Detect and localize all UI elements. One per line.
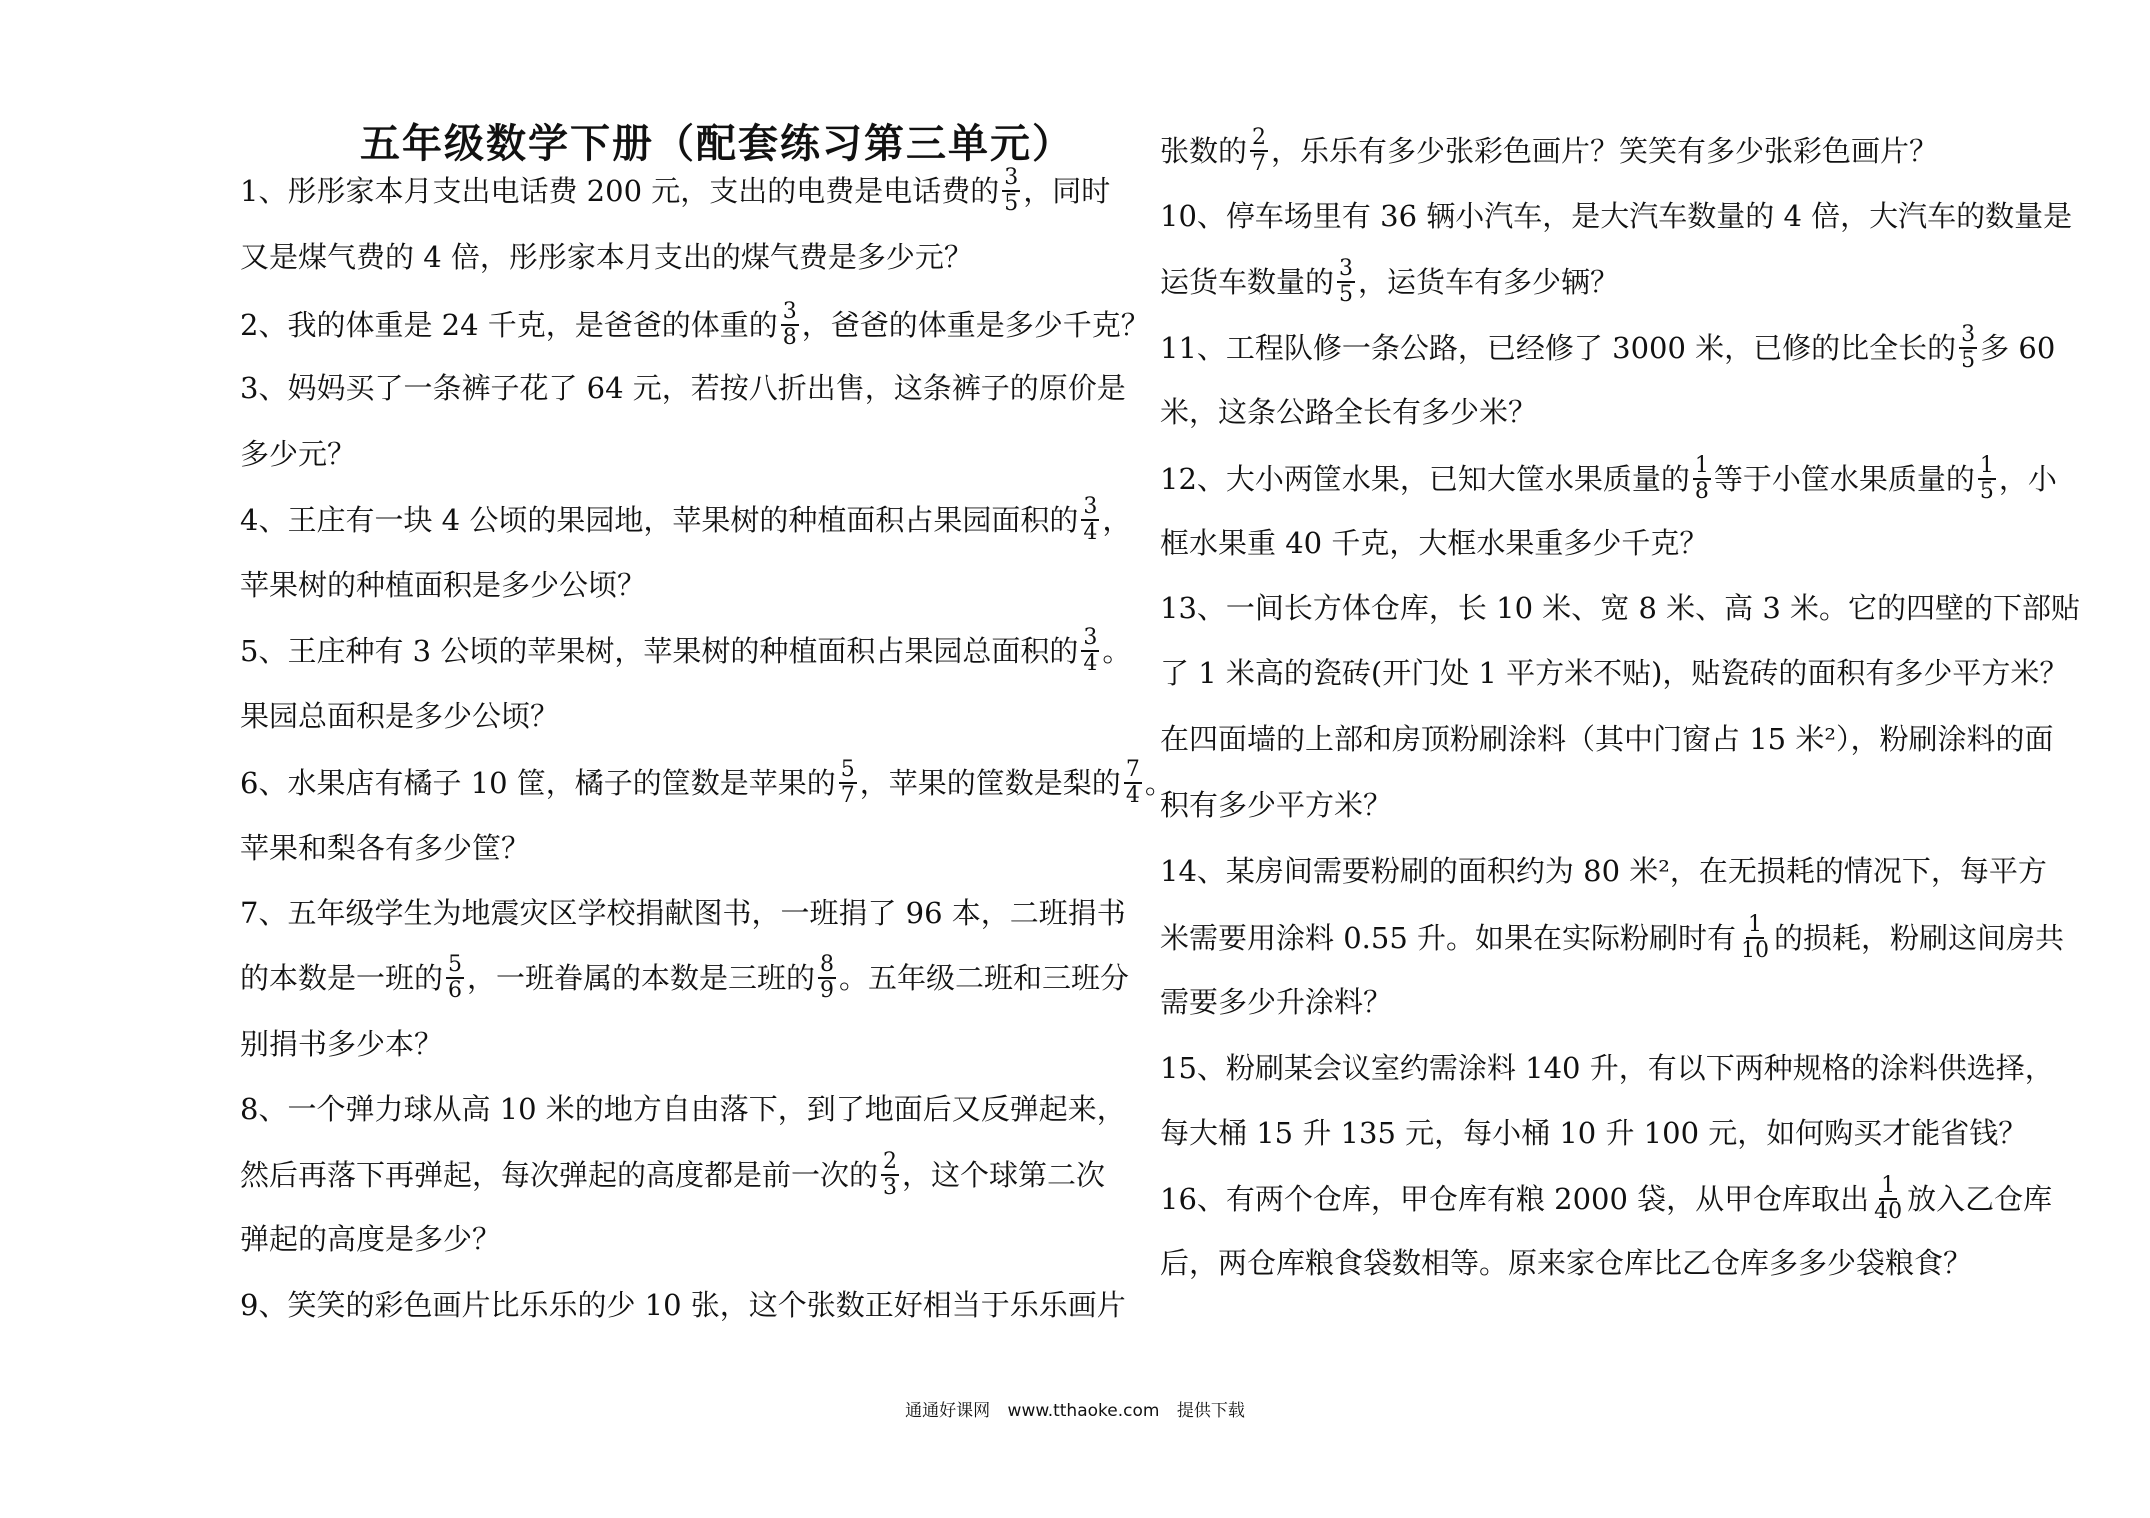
question-13-line-4: 积有多少平方米？ (1160, 788, 1393, 822)
question-1-line-1: 1、彤彤家本月支出电话费 200 元，支出的电费是电话费的 $\frac{3}{5}$ ，同时 (240, 165, 1111, 216)
question-16-line-1: 16、有两个仓库，甲仓库有粮 2000 袋，从甲仓库取出 $\frac{1}{40}$ 放入乙仓库 (1160, 1173, 2053, 1224)
fraction: $\frac{1}{10}$ (1741, 912, 1770, 963)
question-6-line-1: 6、水果店有橘子 10 筐，橘子的筐数是苹果的 $\frac{5}{7}$ ，苹果的筐数是梨的 $\frac{7}{4}$ 。 (240, 757, 1174, 808)
fraction: $\frac{1}{40}$ (1874, 1173, 1903, 1224)
fraction: $\frac{3}{5}$ (1339, 256, 1354, 307)
question-2-line-1: 2、我的体重是 24 千克，是爸爸的体重的 $\frac{3}{8}$ ，爸爸的体重是多少千克？ (240, 299, 1150, 350)
page-title: 五年级数学下册（配套练习第三单元） (360, 121, 1074, 167)
question-7-line-2: 的本数是一班的 $\frac{5}{6}$ ，一班眷属的本数是三班的 $\frac{8}{9}$ 。五年级二班和三班分 (240, 952, 1130, 1003)
fraction: $\frac{3}{4}$ (1083, 494, 1098, 545)
question-5-line-1: 5、王庄种有 3 公顷的苹果树，苹果树的种植面积占果园总面积的 $\frac{3}{4}$ 。 (240, 625, 1132, 676)
question-10-line-1: 10、停车场里有 36 辆小汽车，是大汽车数量的 4 倍，大汽车的数量是 (1160, 199, 2073, 233)
question-7-line-1: 7、五年级学生为地震灾区学校捐献图书，一班捐了 96 本，二班捐书 (240, 896, 1126, 930)
fraction: $\frac{7}{4}$ (1125, 757, 1140, 808)
footer-note: 提供下载 (1176, 1401, 1245, 1421)
question-3-line-2: 多少元？ (240, 437, 357, 471)
fraction: $\frac{8}{9}$ (820, 952, 835, 1003)
question-5-line-2: 果园总面积是多少公顷？ (240, 699, 560, 733)
fraction: $\frac{2}{3}$ (883, 1149, 898, 1200)
fraction: $\frac{5}{7}$ (840, 757, 855, 808)
footer-site-name: 通通好课网 (905, 1401, 991, 1421)
fraction: $\frac{3}{8}$ (782, 299, 797, 350)
question-13-line-1: 13、一间长方体仓库，长 10 米、宽 8 米、高 3 米。它的四壁的下部贴 (1160, 591, 2081, 625)
question-9-line-2: 张数的 $\frac{2}{7}$ ，乐乐有多少张彩色画片？笑笑有多少张彩色画片？ (1160, 125, 1939, 176)
fraction: $\frac{3}{4}$ (1083, 625, 1098, 676)
question-12-line-2: 框水果重 40 千克，大框水果重多少千克？ (1160, 526, 1709, 560)
question-8-line-2: 然后再落下再弹起，每次弹起的高度都是前一次的 $\frac{2}{3}$ ，这个球第二次 (240, 1149, 1106, 1200)
question-1-line-2: 又是煤气费的 4 倍，彤彤家本月支出的煤气费是多少元？ (240, 240, 973, 274)
question-6-line-2: 苹果和梨各有多少筐？ (240, 831, 531, 865)
question-3-line-1: 3、妈妈买了一条裤子花了 64 元，若按八折出售，这条裤子的原价是 (240, 371, 1126, 405)
fraction: $\frac{5}{6}$ (448, 952, 463, 1003)
footer-url[interactable]: www.tthaoke.com (1007, 1401, 1160, 1421)
question-13-line-2: 了 1 米高的瓷砖(开门处 1 平方米不贴)，贴瓷砖的面积有多少平方米？ (1160, 656, 2069, 690)
question-14-line-1: 14、某房间需要粉刷的面积约为 80 米²，在无损耗的情况下，每平方 (1160, 854, 2047, 888)
question-15-line-2: 每大桶 15 升 135 元，每小桶 10 升 100 元，如何购买才能省钱？ (1160, 1116, 2028, 1150)
question-7-line-3: 别捐书多少本？ (240, 1027, 444, 1061)
question-4-line-2: 苹果树的种植面积是多少公顷？ (240, 568, 647, 602)
question-8-line-1: 8、一个弹力球从高 10 米的地方自由落下，到了地面后又反弹起来， (240, 1092, 1126, 1126)
question-13-line-3: 在四面墙的上部和房顶粉刷涂料（其中门窗占 15 米²），粉刷涂料的面 (1160, 722, 2054, 756)
question-4-line-1: 4、王庄有一块 4 公顷的果园地，苹果树的种植面积占果园面积的 $\frac{3}{4}$ ， (240, 494, 1132, 545)
fraction: $\frac{1}{5}$ (1979, 453, 1994, 504)
question-16-line-2: 后，两仓库粮食袋数相等。原来家仓库比乙仓库多多少袋粮食？ (1160, 1246, 1973, 1280)
question-12-line-1: 12、大小两筐水果，已知大筐水果质量的 $\frac{1}{8}$ 等于小筐水果质量的 $\frac{1}{5}$ ，小 (1160, 453, 2057, 504)
question-15-line-1: 15、粉刷某会议室约需涂料 140 升，有以下两种规格的涂料供选择， (1160, 1051, 2054, 1085)
question-11-line-2: 米，这条公路全长有多少米？ (1160, 395, 1538, 429)
fraction: $\frac{2}{7}$ (1252, 125, 1267, 176)
question-11-line-1: 11、工程队修一条公路，已经修了 3000 米，已修的比全长的 $\frac{3}{5}$ 多 60 (1160, 322, 2056, 373)
fraction: $\frac{3}{5}$ (1004, 165, 1019, 216)
question-14-line-3: 需要多少升涂料？ (1160, 985, 1393, 1019)
fraction: $\frac{1}{8}$ (1694, 453, 1709, 504)
question-9-line-1: 9、笑笑的彩色画片比乐乐的少 10 张，这个张数正好相当于乐乐画片 (240, 1288, 1126, 1322)
question-14-line-2: 米需要用涂料 0.55 升。如果在实际粉刷时有 $\frac{1}{10}$ 的损耗，粉刷这间房共 (1160, 912, 2065, 963)
footer (0, 1396, 2150, 1421)
question-10-line-2: 运货车数量的 $\frac{3}{5}$ ，运货车有多少辆？ (1160, 256, 1620, 307)
question-8-line-3: 弹起的高度是多少？ (240, 1222, 502, 1256)
fraction: $\frac{3}{5}$ (1961, 322, 1976, 373)
